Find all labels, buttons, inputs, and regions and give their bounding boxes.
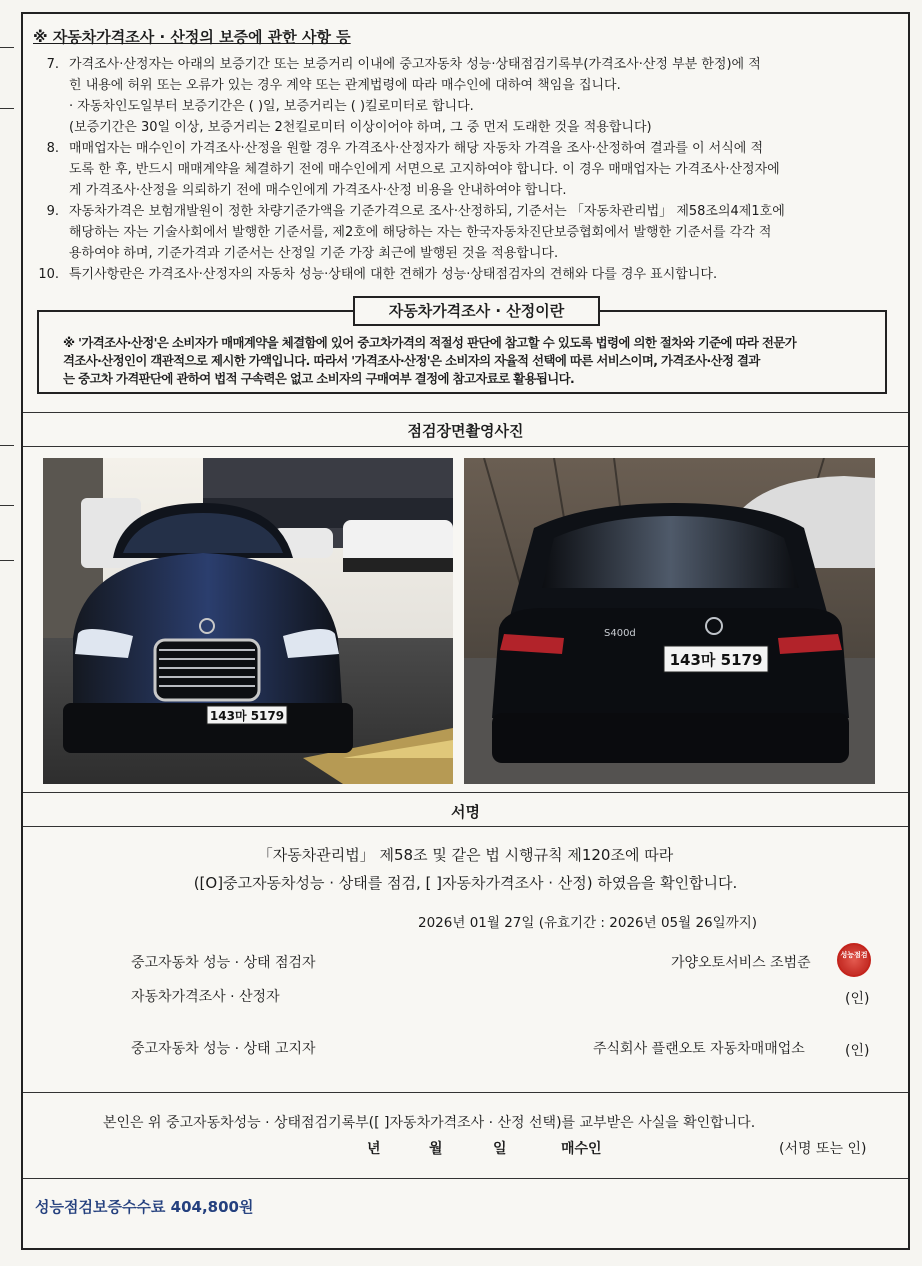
text-line: · 자동차인도일부터 보증기간은 ( )일, 보증거리는 ( )킬로미터로 합니다. (69, 99, 474, 114)
buyer-label: 매수인 (561, 1141, 602, 1157)
photo-section-title: 점검장면촬영사진 (407, 422, 524, 440)
section-divider (23, 1178, 908, 1179)
text-line: 도록 한 후, 반드시 매매계약을 체결하기 전에 매수인에게 서면으로 고지하여야 합니다. 이 경우 매매업자는 가격조사·산정자에 (69, 162, 780, 177)
guarantee-items (31, 54, 893, 285)
notifier-label: 중고자동차 성능 · 상태 고지자 (131, 1041, 316, 1057)
strip-rule (0, 560, 14, 561)
svg-text:S400d: S400d (604, 628, 636, 639)
text-line: 가격조사·산정자는 아래의 보증기간 또는 보증거리 이내에 중고자동차 성능·상태점검기록부(가격조사·산정 부분 한정)에 적 (69, 57, 761, 72)
buyer-signature-placeholder: (서명 또는 인) (779, 1141, 867, 1157)
rear-car-photo (464, 458, 875, 784)
signature-section-title: 서명 (451, 803, 480, 821)
guarantee-section-title: ※ 자동차가격조사 · 산정의 보증에 관한 사항 등 (33, 28, 351, 46)
law-reference-line: 「자동차관리법」 제58조 및 같은 법 시행규칙 제120조에 따라 (257, 846, 674, 864)
strip-rule (0, 505, 14, 506)
text-line: 해당하는 자는 기술사회에서 발행한 기준서를, 제2호에 해당하는 자는 한국자동차진단보증협회에서 발행한 기준서를 각각 적 (69, 225, 772, 240)
section-divider (23, 1092, 908, 1093)
text-line: 매매업자는 매수인이 가격조사·산정을 원할 경우 가격조사·산정자가 해당 자동차 가격을 조사·산정하여 결과를 이 서식에 적 (69, 141, 764, 156)
inspector-seal-stamp: 성능점검 (837, 943, 871, 977)
guarantee-item-9: 9. 자동차가격은 보험개발원이 정한 차량기준가액을 기준가격으로 조사·산정하되, 기준서는 「자동차관리법」 제58조의4제1호에 해당하는 자는 기술사회에서 발행한 기준서를, 제2호에 해당하는 자는 한국자동차진단보증협회에서 발행한 기준서를 각각 적 용하여야 하며, 기준가격과 기준서는 산정일 기준 가장 최근에 발행된 것을 적용합니다. (31, 201, 893, 264)
appraiser-label: 자동차가격조사 · 산정자 (131, 989, 280, 1005)
text-line: 특기사항란은 가격조사·산정자의 자동차 성능·상태에 대한 견해가 성능·상태점검자의 견해와 다를 경우 표시합니다. (69, 267, 718, 282)
inspector-name: 가양오토서비스 조범준 (671, 955, 811, 971)
appraiser-seal: (인) (845, 991, 870, 1007)
front-car-photo (43, 458, 453, 784)
left-margin-strip (0, 0, 21, 1266)
strip-rule (0, 108, 14, 109)
section-divider (23, 412, 908, 413)
rear-car-illustration (464, 458, 875, 784)
text-line: 용하여야 하며, 기준가격과 기준서는 산정일 기준 가장 최근에 발행된 것을 적용합니다. (69, 246, 559, 261)
strip-rule (0, 47, 14, 48)
text-line: 게 가격조사·산정을 의뢰하기 전에 매수인에게 가격조사·산정 비용을 안내하여야 합니다. (69, 183, 567, 198)
day-label: 일 (493, 1141, 507, 1157)
section-divider (23, 446, 908, 447)
section-divider (23, 792, 908, 793)
document-frame (21, 12, 910, 1250)
text-line: 힌 내용에 허위 또는 오류가 있는 경우 계약 또는 관계법령에 따라 매수인에 대하여 책임을 집니다. (69, 78, 621, 93)
front-car-illustration (43, 458, 453, 784)
year-label: 년 (367, 1141, 381, 1157)
notifier-seal: (인) (845, 1043, 870, 1059)
definition-line: 는 중고차 가격판단에 관하여 법적 구속력은 없고 소비자의 구매여부 결정에 참고자료로 활용됩니다. (63, 371, 575, 386)
inspection-confirmation-line: ([O]중고자동차성능 · 상태를 점검, [ ]자동차가격조사 · 산정) 하였음을 확인합니다. (193, 874, 738, 892)
definition-line: ※ '가격조사·산정'은 소비자가 매매계약을 체결함에 있어 중고차가격의 적절성 판단에 참고할 수 있도록 법령에 의한 절차와 기준에 따라 전문가 (63, 335, 797, 350)
guarantee-item-8: 8. 매매업자는 매수인이 가격조사·산정을 원할 경우 가격조사·산정자가 해당 자동차 가격을 조사·산정하여 결과를 이 서식에 적 도록 한 후, 반드시 매매계약을 체결하기 전에 매수인에게 서면으로 고지하여야 합니다. 이 경우 매매업자는 가격조사·산정자에 게 가격조사·산정을 의뢰하기 전에 매수인에게 가격조사·산정 비용을 안내하여야 합니다. (31, 138, 893, 201)
rear-plate-text: 143마 5179 (669, 651, 763, 669)
inspector-label: 중고자동차 성능 · 상태 점검자 (131, 955, 316, 971)
text-line: 자동차가격은 보험개발원이 정한 차량기준가액을 기준가격으로 조사·산정하되, 기준서는 「자동차관리법」 제58조의4제1호에 (69, 204, 785, 219)
definition-line: 격조사·산정인이 객관적으로 제시한 가액입니다. 따라서 '가격조사·산정'은 소비자의 자율적 선택에 따른 서비스이며, 가격조사·산정 결과 (63, 353, 760, 368)
guarantee-item-10: 10. 특기사항란은 가격조사·산정자의 자동차 성능·상태에 대한 견해가 성능·상태점검자의 견해와 다를 경우 표시합니다. (31, 264, 893, 285)
front-plate-text: 143마 5179 (209, 709, 285, 723)
inspection-date: 2026년 01월 27일 (유효기간 : 2026년 05월 26일까지) (418, 915, 758, 931)
receipt-confirmation-line: 본인은 위 중고자동차성능 · 상태점검기록부([ ]자동차가격조사 · 산정 선택)를 교부받은 사실을 확인합니다. (103, 1115, 756, 1131)
section-divider (23, 826, 908, 827)
notifier-name: 주식회사 플랜오토 자동차매매업소 (593, 1041, 805, 1057)
strip-rule (0, 445, 14, 446)
guarantee-item-7: 7. 가격조사·산정자는 아래의 보증기간 또는 보증거리 이내에 중고자동차 성능·상태점검기록부(가격조사·산정 부분 한정)에 적 힌 내용에 허위 또는 오류가 있는 경우 계약 또는 관계법령에 따라 매수인에 대하여 책임을 집니다. · 자동차인도일부터 보증기간은 ( )일, 보증거리는 ( )킬로미터로 합니다. (보증기간은 30일 이상, 보증거리는 2천킬로미터 이상이어야 하며, 그 중 먼저 도래한 것을 적용합니다) (31, 54, 893, 138)
definition-label: 자동차가격조사 · 산정이란 (353, 296, 600, 326)
inspection-guarantee-fee: 성능점검보증수수료 404,800원 (35, 1198, 254, 1216)
text-line: (보증기간은 30일 이상, 보증거리는 2천킬로미터 이상이어야 하며, 그 중 먼저 도래한 것을 적용합니다) (69, 120, 652, 135)
month-label: 월 (429, 1141, 443, 1157)
